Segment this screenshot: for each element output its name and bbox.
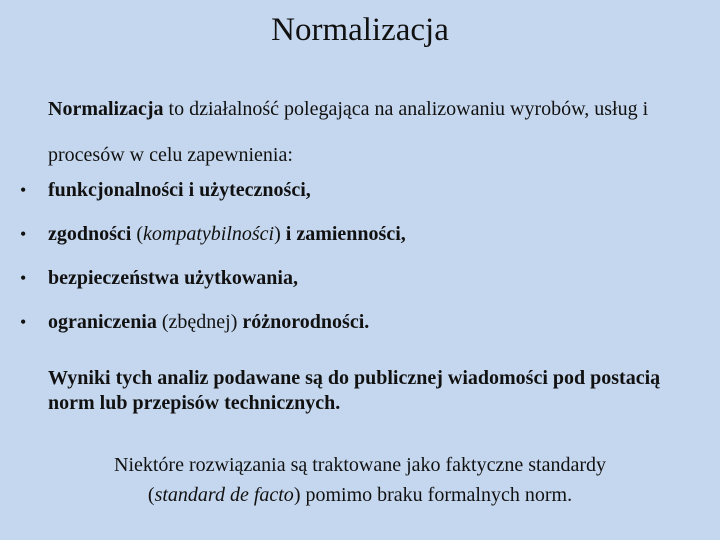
bullet-paren-open: (	[136, 223, 144, 245]
intro-term: Normalizacja	[48, 98, 164, 120]
bullet-italic: kompatybilności	[143, 223, 275, 245]
slide-title: Normalizacja	[271, 12, 449, 48]
bullet-icon: •	[20, 312, 27, 332]
bullet-item	[20, 258, 710, 302]
bullet-text: funkcjonalności i użyteczności,	[48, 179, 311, 201]
bullet-icon: •	[20, 180, 27, 200]
bullet-list	[20, 170, 710, 346]
note-open: (	[147, 484, 155, 506]
intro-text: to działalność polegająca na analizowaniu wyrobów, usług i procesów w celu zapewnienia:	[48, 98, 649, 166]
note-line1: Niektóre rozwiązania są traktowane jako faktyczne standardy	[114, 454, 606, 476]
results-paragraph: Wyniki tych analiz podawane są do publicznej wiadomości pod postacią norm lub przepisów technicznych.	[48, 367, 661, 414]
intro-paragraph	[48, 86, 713, 178]
bullet-text-end: i zamienności,	[280, 223, 406, 245]
bullet-item	[20, 214, 710, 258]
bullet-item	[20, 302, 710, 346]
note-close: ) pomimo braku formalnych norm.	[293, 484, 573, 506]
bullet-paren: (zbędnej)	[161, 311, 238, 333]
note-italic: standard de facto	[154, 484, 294, 506]
note-paragraph	[20, 450, 700, 510]
bullet-paren-close: )	[274, 223, 281, 245]
bullet-text-end: różnorodności.	[237, 311, 370, 333]
bullet-icon: •	[20, 268, 27, 288]
bullet-text: bezpieczeństwa użytkowania,	[48, 267, 298, 289]
bullet-icon: •	[20, 224, 27, 244]
bullet-item	[20, 170, 710, 214]
bullet-text: ograniczenia	[48, 311, 162, 333]
bullet-text: zgodności	[48, 223, 137, 245]
